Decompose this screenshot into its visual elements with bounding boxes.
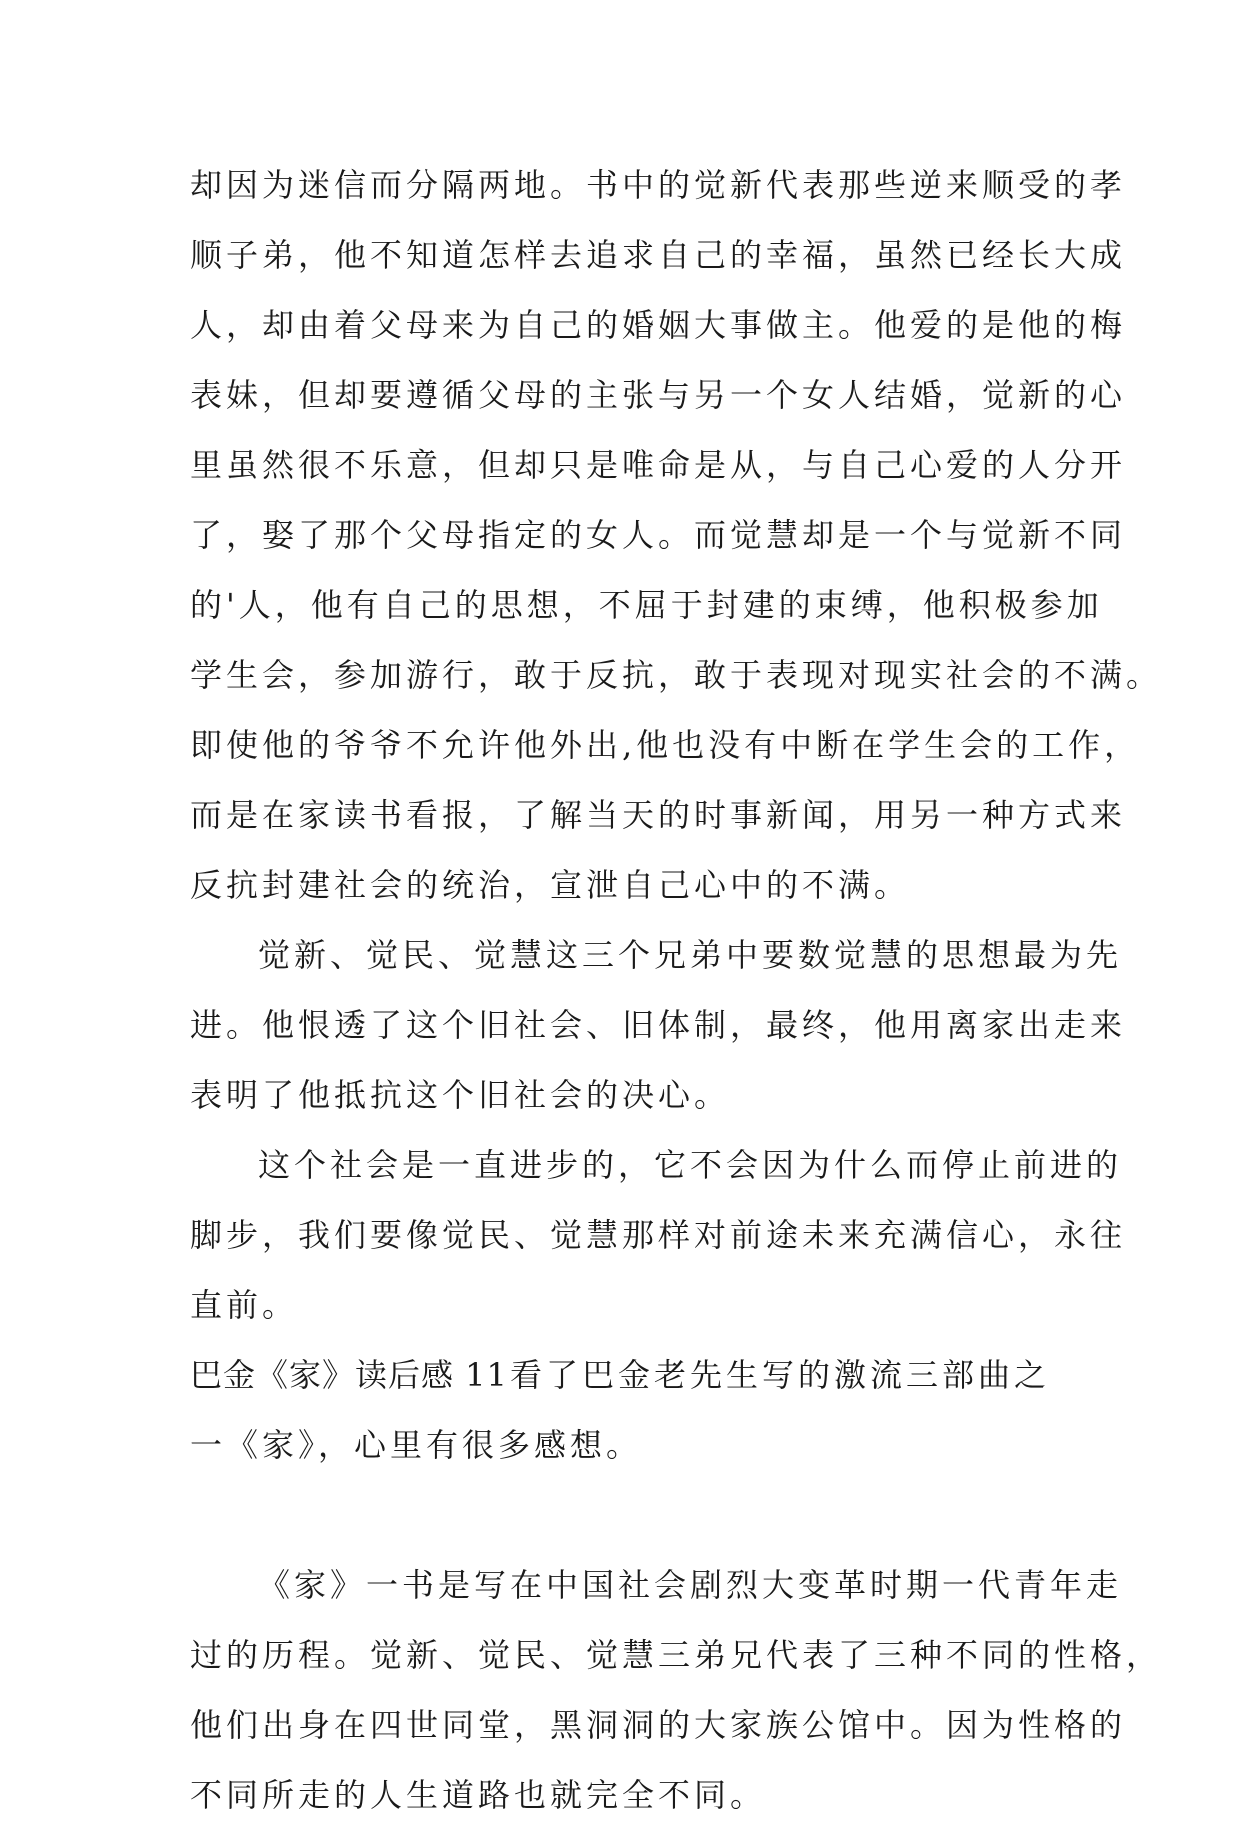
document-body	[190, 150, 1163, 1830]
text-line: 不同所走的人生道路也就完全不同。	[190, 1776, 767, 1814]
text-line: 过的历程。觉新、觉民、觉慧三弟兄代表了三种不同的性格，	[190, 1636, 1163, 1674]
text-line: 顺子弟，他不知道怎样去追求自己的幸福，虽然已经长大成	[190, 236, 1127, 274]
section-heading-title: 巴金《家》读后感 11	[190, 1356, 508, 1394]
text-line: 《家》一书是写在中国社会剧烈大变革时期一代青年走	[258, 1566, 1123, 1604]
text-line: 了，娶了那个父母指定的女人。而觉慧却是一个与觉新不同	[190, 516, 1127, 554]
text-line: 表明了他抵抗这个旧社会的决心。	[190, 1076, 731, 1114]
text-line: 即使他的爷爷不允许他外出,他也没有中断在学生会的工作，	[190, 726, 1141, 764]
text-line: 而是在家读书看报，了解当天的时事新闻，用另一种方式来	[190, 796, 1127, 834]
text-line: 觉新、觉民、觉慧这三个兄弟中要数觉慧的思想最为先	[258, 936, 1123, 974]
text-line: 里虽然很不乐意，但却只是唯命是从，与自己心爱的人分开	[190, 446, 1127, 484]
section-heading-line	[190, 1340, 1050, 1410]
paragraph-gap	[190, 1480, 1050, 1550]
text-line: 这个社会是一直进步的，它不会因为什么而停止前进的	[258, 1146, 1123, 1184]
text-line: 进。他恨透了这个旧社会、旧体制，最终，他用离家出走来	[190, 1006, 1127, 1044]
text-line: 脚步，我们要像觉民、觉慧那样对前途未来充满信心，永往	[190, 1216, 1127, 1254]
text-line: 表妹，但却要遵循父母的主张与另一个女人结婚，觉新的心	[190, 376, 1127, 414]
section-heading-rest: 看了巴金老先生写的激流三部曲之	[509, 1356, 1050, 1394]
text-line: 却因为迷信而分隔两地。书中的觉新代表那些逆来顺受的孝	[190, 166, 1127, 204]
text-line: 人，却由着父母来为自己的婚姻大事做主。他爱的是他的梅	[190, 306, 1127, 344]
text-line: 反抗封建社会的统治，宣泄自己心中的不满。	[190, 866, 911, 904]
text-line: 他们出身在四世同堂，黑洞洞的大家族公馆中。因为性格的	[190, 1706, 1127, 1744]
text-line: 的'人，他有自己的思想，不屈于封建的束缚，他积极参加	[190, 586, 1103, 624]
text-line: 学生会，参加游行，敢于反抗，敢于表现对现实社会的不满。	[190, 656, 1163, 694]
text-line: 一《家》，心里有很多感想。	[190, 1426, 643, 1464]
text-line: 直前。	[190, 1286, 299, 1324]
